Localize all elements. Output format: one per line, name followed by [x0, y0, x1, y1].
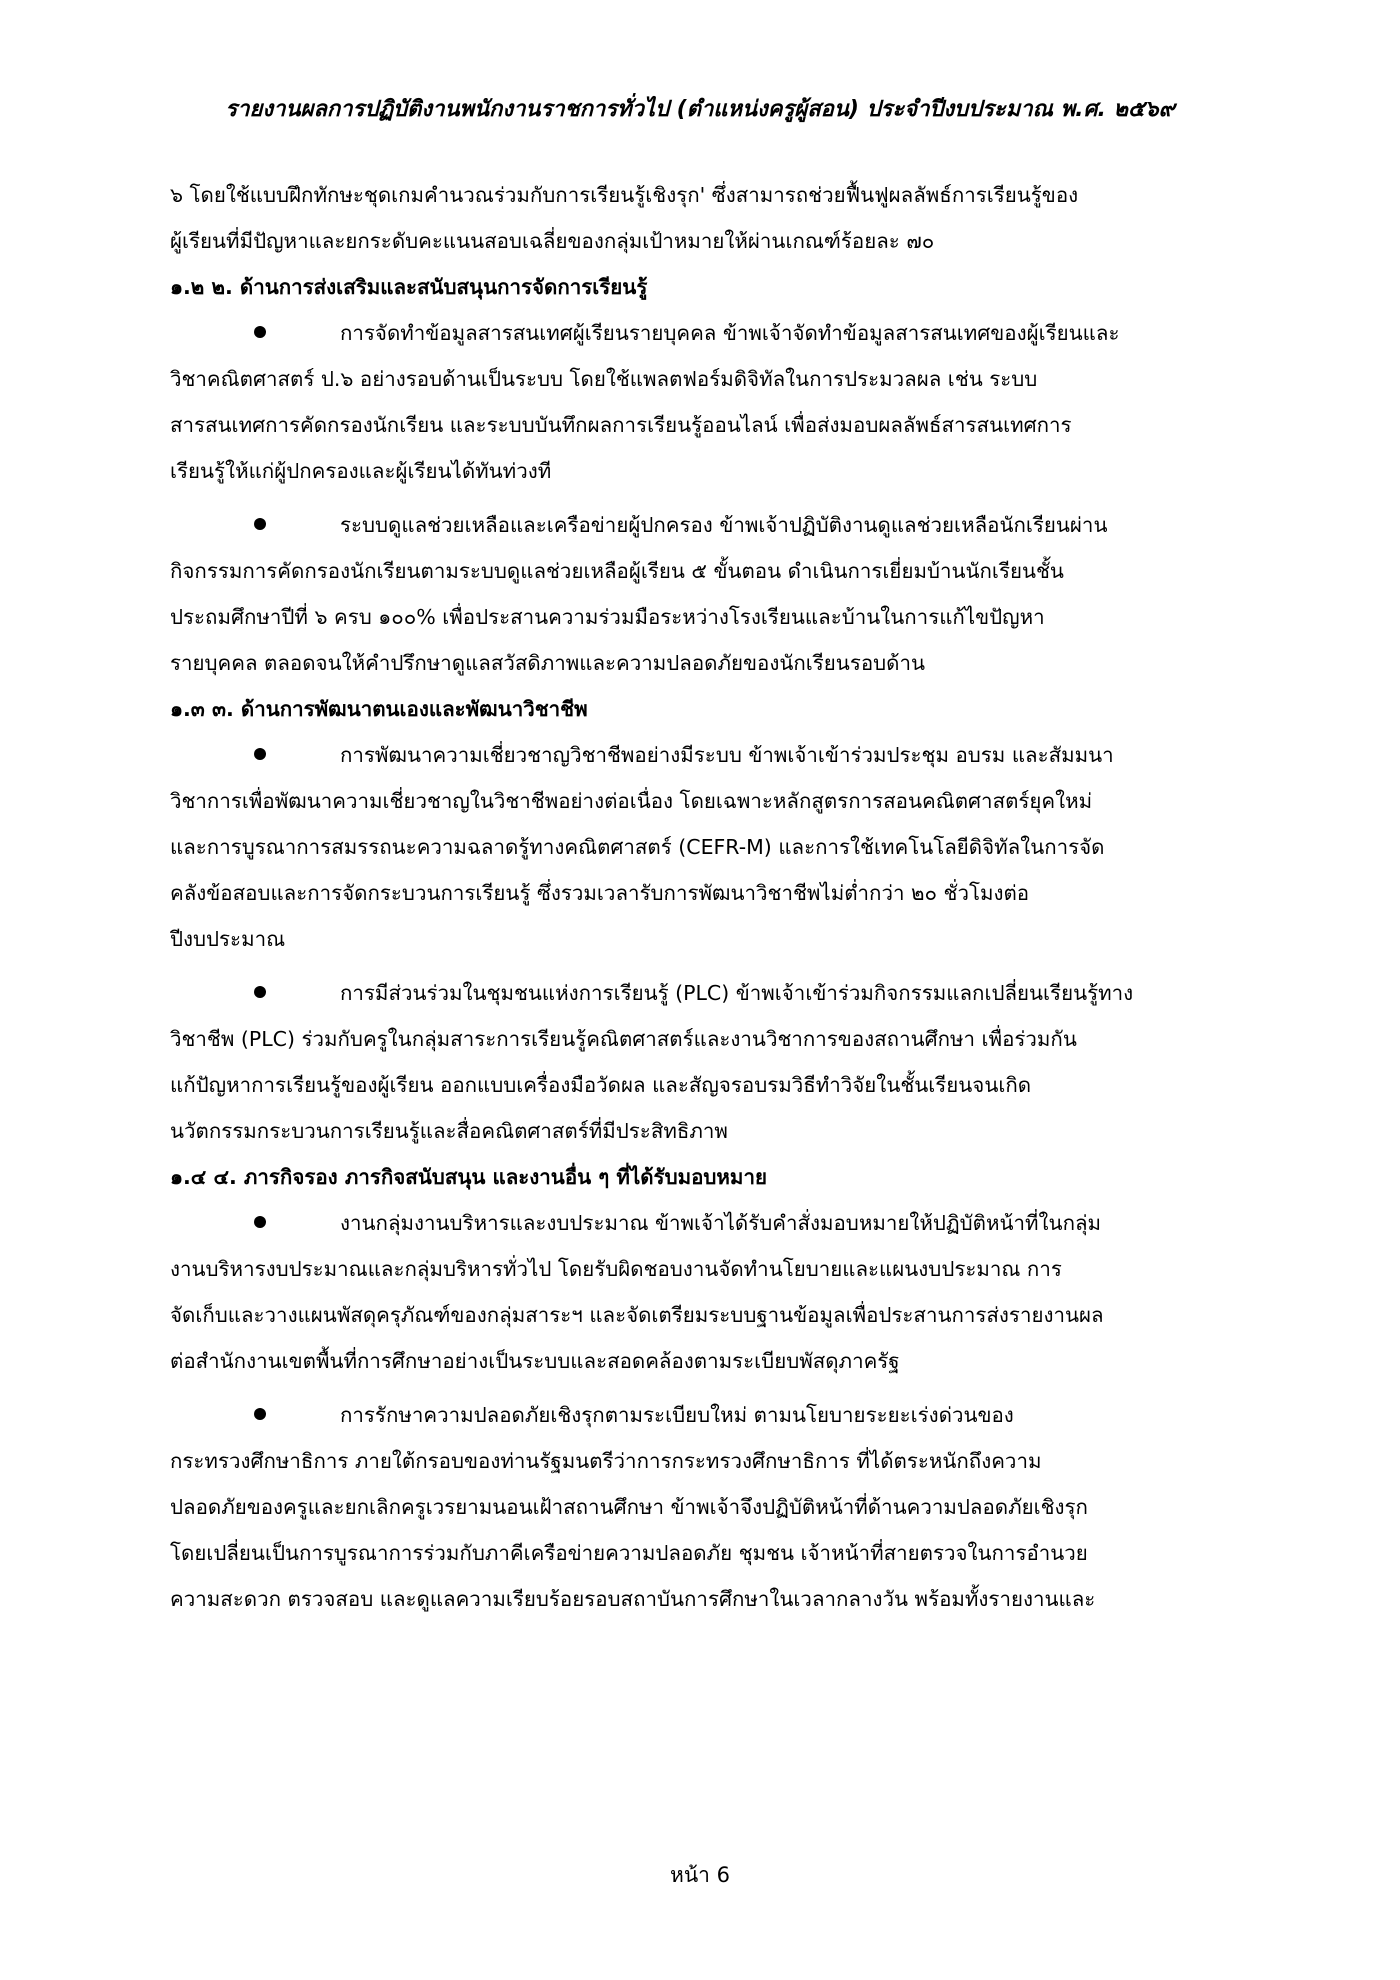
text-line: การรักษาความปลอดภัยเชิงรุกตามระเบียบใหม่ ตามนโยบายระยะเร่งด่วนของ — [340, 1403, 1014, 1427]
text-line: จัดเก็บและวางแผนพัสดุครุภัณฑ์ของกลุ่มสาระฯ และจัดเตรียมระบบฐานข้อมูลเพื่อประสานการส่งรายงานผล — [170, 1303, 1104, 1327]
bullet-first-line — [170, 310, 1230, 356]
bullet-first-line — [170, 502, 1230, 548]
text-line: ประถมศึกษาปีที่ ๖ ครบ ๑๐๐% เพื่อประสานความร่วมมือระหว่างโรงเรียนและบ้านในการแก้ไขปัญหา — [170, 605, 1045, 629]
text-line: ๖ โดยใช้แบบฝึกทักษะชุดเกมคำนวณร่วมกับการเรียนรู้เชิงรุก' ซึ่งสามารถช่วยฟื้นฟูผลลัพธ์การเรียนรู้ของ — [170, 183, 1079, 207]
text-line: ระบบดูแลช่วยเหลือและเครือข่ายผู้ปกครอง ข้าพเจ้าปฏิบัติงานดูแลช่วยเหลือนักเรียนผ่าน — [340, 513, 1108, 537]
bullet-icon — [254, 1408, 266, 1420]
paragraph-gap — [170, 962, 1230, 970]
text-line: ปีงบประมาณ — [170, 927, 286, 951]
bullet-paragraph — [170, 310, 1230, 494]
text-line: ความสะดวก ตรวจสอบ และดูแลความเรียบร้อยรอบสถาบันการศึกษาในเวลากลางวัน พร้อมทั้งรายงานและ — [170, 1587, 1096, 1611]
paragraph-gap — [170, 1384, 1230, 1392]
bullet-paragraph — [170, 1392, 1230, 1622]
bullet-paragraph — [170, 732, 1230, 962]
text-line: วิชาการเพื่อพัฒนาความเชี่ยวชาญในวิชาชีพอย่างต่อเนื่อง โดยเฉพาะหลักสูตรการสอนคณิตศาสตร์ยุคใหม่ — [170, 789, 1093, 813]
bullet-paragraph — [170, 970, 1230, 1154]
text-line: ผู้เรียนที่มีปัญหาและยกระดับคะแนนสอบเฉลี่ยของกลุ่มเป้าหมายให้ผ่านเกณฑ์ร้อยละ ๗๐ — [170, 229, 935, 253]
text-line: ต่อสำนักงานเขตพื้นที่การศึกษาอย่างเป็นระบบและสอดคล้องตามระเบียบพัสดุภาครัฐ — [170, 1349, 900, 1373]
text-line: นวัตกรรมกระบวนการเรียนรู้และสื่อคณิตศาสตร์ที่มีประสิทธิภาพ — [170, 1119, 728, 1143]
section-heading-development: ๑.๓ ๓. ด้านการพัฒนาตนเองและพัฒนาวิชาชีพ — [170, 697, 588, 721]
text-line: การจัดทำข้อมูลสารสนเทศผู้เรียนรายบุคคล ข้าพเจ้าจัดทำข้อมูลสารสนเทศของผู้เรียนและ — [340, 321, 1120, 345]
bullet-first-line — [170, 1392, 1230, 1438]
bullet-paragraph — [170, 1200, 1230, 1384]
bullet-icon — [254, 326, 266, 338]
bullet-first-line — [170, 1200, 1230, 1246]
text-line: งานกลุ่มงานบริหารและงบประมาณ ข้าพเจ้าได้รับคำสั่งมอบหมายให้ปฏิบัติหน้าที่ในกลุ่ม — [340, 1211, 1102, 1235]
text-line: แก้ปัญหาการเรียนรู้ของผู้เรียน ออกแบบเครื่องมือวัดผล และสัญจรอบรมวิธีทำวิจัยในชั้นเรียนจนเกิด — [170, 1073, 1032, 1097]
text-line: งานบริหารงบประมาณและกลุ่มบริหารทั่วไป โดยรับผิดชอบงานจัดทำนโยบายและแผนงบประมาณ การ — [170, 1257, 1062, 1281]
bullet-icon — [254, 986, 266, 998]
text-line: สารสนเทศการคัดกรองนักเรียน และระบบบันทึกผลการเรียนรู้ออนไลน์ เพื่อส่งมอบผลลัพธ์สารสนเทศการ — [170, 413, 1072, 437]
intro-paragraph — [170, 172, 1230, 264]
text-line: การมีส่วนร่วมในชุมชนแห่งการเรียนรู้ (PLC) ข้าพเจ้าเข้าร่วมกิจกรรมแลกเปลี่ยนเรียนรู้ทาง — [340, 981, 1134, 1005]
page-header-title: รายงานผลการปฏิบัติงานพนักงานราชการทั่วไป (ตำแหน่งครูผู้สอน) ประจำปีงบประมาณ พ.ศ. ๒๕๖๙ — [225, 97, 1175, 122]
bullet-paragraph — [170, 502, 1230, 686]
text-line: โดยเปลี่ยนเป็นการบูรณาการร่วมกับภาคีเครือข่ายความปลอดภัย ชุมชน เจ้าหน้าที่สายตรวจในการอำนวย — [170, 1541, 1088, 1565]
bullet-icon — [254, 748, 266, 760]
document-body — [170, 172, 1230, 1622]
page-number: หน้า 6 — [669, 1863, 731, 1887]
text-line: คลังข้อสอบและการจัดกระบวนการเรียนรู้ ซึ่งรวมเวลารับการพัฒนาวิชาชีพไม่ต่ำกว่า ๒๐ ชั่วโมงต่อ — [170, 881, 1030, 905]
text-line: ปลอดภัยของครูและยกเลิกครูเวรยามนอนเฝ้าสถานศึกษา ข้าพเจ้าจึงปฏิบัติหน้าที่ด้านความปลอดภัยเชิงรุก — [170, 1495, 1088, 1519]
text-line: กระทรวงศึกษาธิการ ภายใต้กรอบของท่านรัฐมนตรีว่าการกระทรวงศึกษาธิการ ที่ได้ตระหนักถึงความ — [170, 1449, 1042, 1473]
bullet-first-line — [170, 970, 1230, 1016]
text-line: วิชาชีพ (PLC) ร่วมกับครูในกลุ่มสาระการเรียนรู้คณิตศาสตร์และงานวิชาการของสถานศึกษา เพื่อร่วมกัน — [170, 1027, 1077, 1051]
section-heading-secondary-tasks: ๑.๔ ๔. ภารกิจรอง ภารกิจสนับสนุน และงานอื่น ๆ ที่ได้รับมอบหมาย — [170, 1165, 767, 1189]
text-line: วิชาคณิตศาสตร์ ป.๖ อย่างรอบด้านเป็นระบบ โดยใช้แพลตฟอร์มดิจิทัลในการประมวลผล เช่น ระบบ — [170, 367, 1038, 391]
bullet-first-line — [170, 732, 1230, 778]
paragraph-gap — [170, 494, 1230, 502]
bullet-icon — [254, 518, 266, 530]
text-line: รายบุคคล ตลอดจนให้คำปรึกษาดูแลสวัสดิภาพและความปลอดภัยของนักเรียนรอบด้าน — [170, 651, 925, 675]
section-heading-support: ๑.๒ ๒. ด้านการส่งเสริมและสนับสนุนการจัดการเรียนรู้ — [170, 275, 648, 299]
text-line: เรียนรู้ให้แก่ผู้ปกครองและผู้เรียนได้ทันท่วงที — [170, 459, 552, 483]
text-line: กิจกรรมการคัดกรองนักเรียนตามระบบดูแลช่วยเหลือผู้เรียน ๕ ขั้นตอน ดำเนินการเยี่ยมบ้านนักเรียนชั้น — [170, 559, 1064, 583]
text-line: การพัฒนาความเชี่ยวชาญวิชาชีพอย่างมีระบบ ข้าพเจ้าเข้าร่วมประชุม อบรม และสัมมนา — [340, 743, 1114, 767]
bullet-icon — [254, 1216, 266, 1228]
text-line: และการบูรณาการสมรรถนะความฉลาดรู้ทางคณิตศาสตร์ (CEFR-M) และการใช้เทคโนโลยีดิจิทัลในการจัด — [170, 835, 1105, 859]
